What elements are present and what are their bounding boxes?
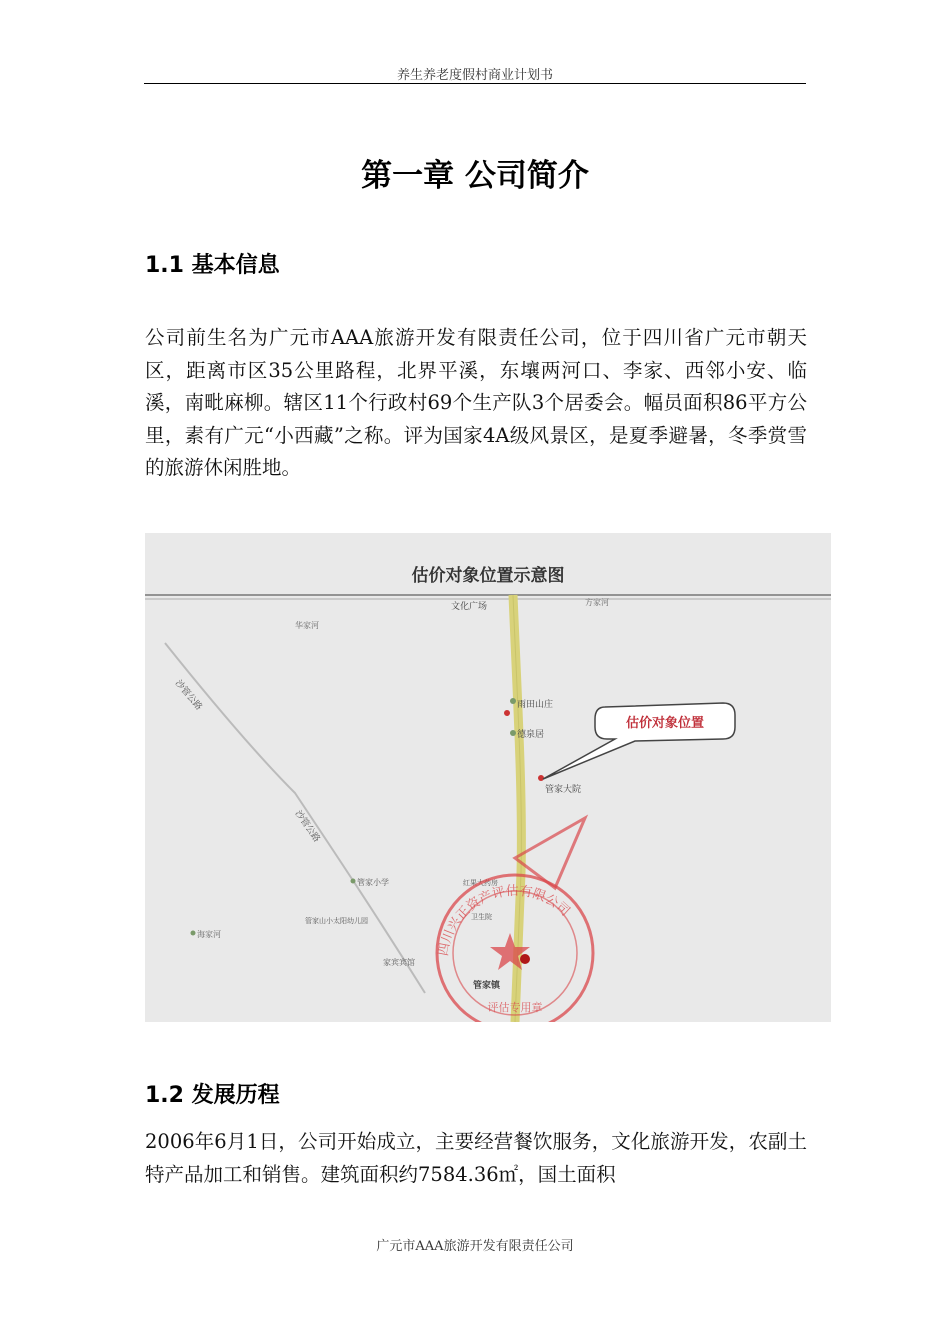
stamp-bottom-text: 评估专用章 xyxy=(487,1001,543,1014)
label-guanjia-kindergarten: 管家山小太阳幼儿园 xyxy=(305,917,368,925)
running-header: 养生养老度假村商业计划书 xyxy=(396,68,553,83)
section-2-heading: 1.2 发展历程 xyxy=(145,1083,280,1108)
header-rule xyxy=(144,83,806,84)
label-road-upper: 沙管公路 xyxy=(172,678,204,713)
point-guanjia-dayuan xyxy=(538,775,544,781)
label-guanjia-binguan: 家宾宾馆 xyxy=(383,958,415,967)
stamp-arc-text: 四川兴正资产评估有限公司 xyxy=(436,883,573,958)
label-huajia-he: 华家河 xyxy=(295,621,319,630)
location-pin xyxy=(520,954,530,964)
callout-text: 估价对象位置 xyxy=(625,716,705,731)
point-red-marker xyxy=(504,710,510,716)
label-hongguo: 红果大药房 xyxy=(463,879,498,887)
point-haijia xyxy=(191,931,196,936)
point-yutian xyxy=(510,698,516,704)
location-map-image xyxy=(145,533,831,1022)
label-weisheng: 卫生院 xyxy=(471,913,492,921)
label-deshui: 德泉居 xyxy=(517,730,545,740)
point-xiaoxue xyxy=(351,879,356,884)
section-1-paragraph: 公司前生名为广元市AAA旅游开发有限责任公司，位于四川省广元市朝天区，距离市区35公里路程，北界平溪，东壤两河口、李家、西邻小安、临溪，南毗麻柳。辖区11个行政村69个生产队3个居委会。幅员面积86平方公里，素有广元“小西藏”之称。评为国家4A级风景区，是夏季避暑，冬季赏雪的旅游休闲胜地。 xyxy=(145,326,807,479)
label-haijia-he: 海家河 xyxy=(197,930,221,939)
point-deshui xyxy=(510,730,516,736)
label-road-lower: 沙管公路 xyxy=(292,808,322,845)
label-culture-square: 文化广场 xyxy=(451,602,488,612)
label-guanjia-xiaoxue: 管家小学 xyxy=(357,878,389,887)
label-fangjia: 方家河 xyxy=(585,598,609,607)
chapter-title: 第一章 公司简介 xyxy=(361,158,589,194)
map-background xyxy=(145,533,831,1022)
section-2-paragraph: 2006年6月1日，公司开始成立，主要经营餐饮服务，文化旅游开发，农副土特产品加工和销售。建筑面积约7584.36㎡，国土面积 xyxy=(145,1130,807,1186)
section-1-heading: 1.1 基本信息 xyxy=(145,253,280,278)
label-guanjia-zhen: 管家镇 xyxy=(473,981,501,991)
label-guanjia-dayuan: 管家大院 xyxy=(545,785,582,795)
running-footer: 广元市AAA旅游开发有限责任公司 xyxy=(376,1239,574,1254)
label-yutian: 雨田山庄 xyxy=(517,700,554,710)
map-title: 估价对象位置示意图 xyxy=(411,566,565,586)
